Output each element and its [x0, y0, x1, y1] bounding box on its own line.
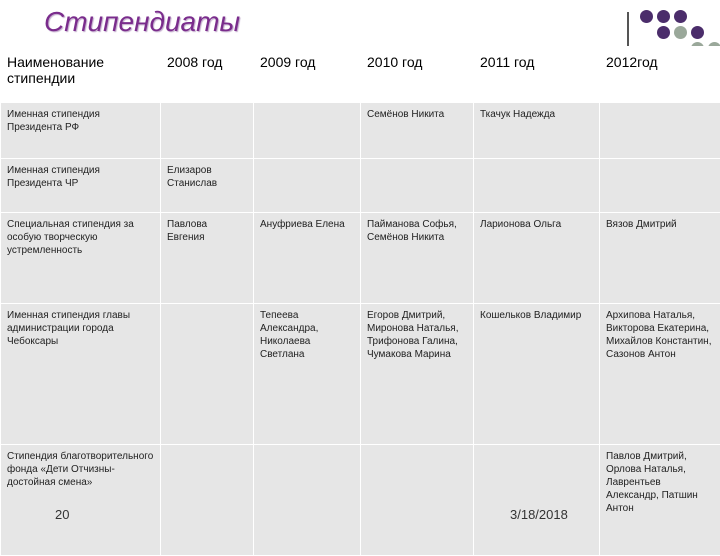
table-row [1, 213, 720, 304]
table-cell [474, 159, 600, 213]
header-year-2009: 2009 год [254, 47, 361, 103]
table-row [1, 102, 720, 159]
scholarship-name: Специальная стипендия за особую творческую устремленность [1, 213, 161, 304]
table-cell: Пайманова Софья, Семёнов Никита [361, 213, 474, 304]
decor-dot [674, 26, 687, 39]
table-row [1, 304, 720, 445]
scholarship-name: Именная стипендия главы администрации города Чебоксары [1, 304, 161, 445]
table-cell [474, 445, 600, 556]
table-cell: Вязов Дмитрий [600, 213, 720, 304]
decor-dot [640, 10, 653, 23]
slide-number: 20 [55, 507, 69, 522]
table-cell [161, 445, 254, 556]
header-year-2012: 2012год [600, 47, 720, 103]
slide-title: Стипендиаты [44, 6, 240, 38]
table-cell: Елизаров Станислав [161, 159, 254, 213]
table-row [1, 445, 720, 556]
table-cell: Павлова Евгения [161, 213, 254, 304]
table-cell [600, 102, 720, 159]
table-cell [361, 159, 474, 213]
table-cell [254, 102, 361, 159]
table-cell: Кошельков Владимир [474, 304, 600, 445]
decor-dot [674, 10, 687, 23]
table-cell: Архипова Наталья, Викторова Екатерина, Михайлов Константин, Сазонов Антон [600, 304, 720, 445]
scholarship-name: Именная стипендия Президента ЧР [1, 159, 161, 213]
table-cell: Тепеева Александра, Николаева Светлана [254, 304, 361, 445]
table-cell: Семёнов Никита [361, 102, 474, 159]
decor-dot [657, 26, 670, 39]
table-cell: Ларионова Ольга [474, 213, 600, 304]
table-cell [254, 445, 361, 556]
decor-dot [657, 10, 670, 23]
table-cell [600, 159, 720, 213]
header-year-2010: 2010 год [361, 47, 474, 103]
table-cell: Ануфриева Елена [254, 213, 361, 304]
table-cell: Ткачук Надежда [474, 102, 600, 159]
header-year-2008: 2008 год [161, 47, 254, 103]
table-row [1, 159, 720, 213]
scholarship-name: Именная стипендия Президента РФ [1, 102, 161, 159]
table-cell: Павлов Дмитрий, Орлова Наталья, Лаврентьев Александр, Патшин Антон [600, 445, 720, 556]
header-year-2011: 2011 год [474, 47, 600, 103]
scholarship-table [0, 46, 720, 556]
table-cell: Егоров Дмитрий, Миронова Наталья, Трифонова Галина, Чумакова Марина [361, 304, 474, 445]
table-cell [161, 304, 254, 445]
table-cell [361, 445, 474, 556]
header-scholarship-name: Наименование стипендии [1, 47, 161, 103]
table-cell [161, 102, 254, 159]
slide-date: 3/18/2018 [510, 507, 568, 522]
scholarship-name: Стипендия благотворительного фонда «Дети Отчизны-достойная смена» [1, 445, 161, 556]
table-cell [254, 159, 361, 213]
table-header-row [1, 47, 720, 103]
decor-dot [691, 26, 704, 39]
title-divider [627, 12, 629, 46]
